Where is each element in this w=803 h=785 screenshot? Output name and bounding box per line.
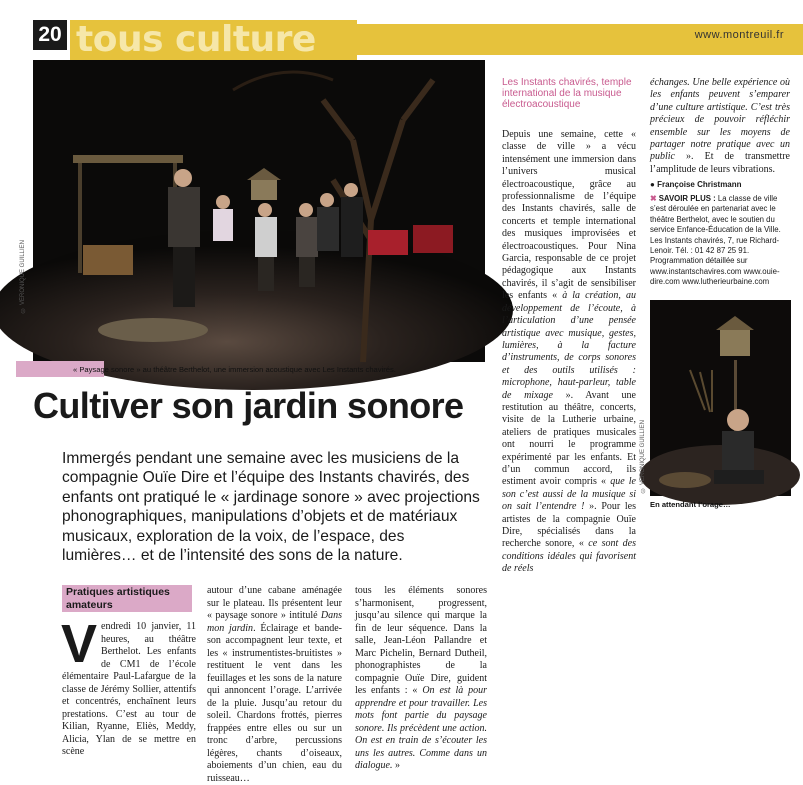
savoir-plus-text: La classe de ville s’est déroulée en partenariat avec le théâtre Berthelot, avec le soutien du service Enfance-Éducation de la Ville. Les Instants chavirés, 7, rue Richard-Lenoir. Tél. : 01 42 87 25 91. Programmation détaillée sur www.instantschavires.com www.ouie-dire.com www.lutherieurbaine.com (650, 194, 781, 287)
body-col3-text-a: tous les éléments sonores s’harmonisent, progressent, jusqu’au silence qui marque la fin de leur séquence. Dans la salle, Jean-Léon Pallandre et Marc Pichelin, Bernard Dutheil, phonographistes de la compagnie Ouïe Dire, guident les enfants : « (355, 585, 487, 696)
site-url[interactable]: www.montreuil.fr (694, 29, 784, 41)
body-col3-text-b: » (392, 760, 400, 771)
sidebar-text-c: ». Pour les artistes de la compagnie Ouïe Dire, spécialisés dans la recherche sonore, « (502, 501, 636, 550)
sidebar-column-1 (502, 129, 636, 576)
body-column-3 (355, 585, 487, 773)
savoir-plus (650, 194, 790, 288)
sidebar-title: Les Instants chavirés, temple international de la musique électroacoustique (502, 77, 632, 110)
sidebar-text-b: ». Avant une restitution au théâtre, concerts, visite de la Lutherie urbaine, ateliers de pratiques musicales ont nourri le programme expérimenté par les enfants. Et d’un commun accord, ils estiment avoir compris « (502, 389, 636, 488)
author-name: Françoise Christmann (657, 180, 742, 190)
subhead: Pratiques artistiques amateurs (62, 585, 192, 612)
stage-scene-illustration (33, 60, 485, 362)
author-signature: ● Françoise Christmann (650, 180, 742, 190)
sidebar-quote-b: que le son c’est aussi de la musique si on sait l’entendre ! (502, 476, 636, 513)
section-title: tous culture (70, 20, 357, 60)
main-photo (33, 60, 485, 362)
dropcap: V (61, 614, 98, 674)
body-col2-title: Dans mon jardin (207, 610, 342, 634)
sidebar-text-a: Depuis une semaine, cette « classe de ville » a vécu intensément une immersion dans l’univers musical électroacoustique, grâce au professionnalisme de l’équipe des Instants chavirés, salle de concerts et temple international des musiques improvisées et électroacoustiques. Pour Nina Garcia, responsable de ce projet pédagogique aux Instants chavirés, il s’agit de sensibiliser les enfants « (502, 129, 636, 302)
body-column-1 (61, 614, 196, 759)
sidebar-quote-d: échanges. Une belle expérience où les enfants peuvent s’emparer d’une culture artistique. C’est très précieux de pouvoir réfléchir ensemble sur les moyens de partager notre pratique avec un public (650, 77, 790, 163)
side-photo (650, 300, 791, 496)
body-column-2 (207, 585, 342, 785)
body-col3-quote: On est là pour apprendre et pour travailler. Les mots font partie du paysage sonore. Ils précèdent une action. On est en train de s’écouter les uns les autres. Comme dans un dialogue. (355, 685, 487, 771)
side-photo-credit: © VÉRONIQUE GUILLIEN (640, 420, 646, 493)
page-number: 20 (33, 20, 67, 50)
sidebar-text-d: ». Et de transmettre l’amplitude de leurs vibrations. (650, 151, 790, 175)
body-col1-text: endredi 10 janvier, 11 heures, au théâtre Berthelot. Les enfants de CM1 de l’école élémentaire Paul-Lafargue de la classe de Jérémy Sollier, attentifs et concentrés, enchaînent leurs prestations. C’est au tour de Kilian, Ryanne, Eliès, Meddy, Alicia, Ylan de se mettre en scène (62, 621, 196, 757)
sidebar-column-2 (650, 77, 790, 192)
close-x-icon: ✖ (650, 194, 657, 203)
body-col2-text-a: autour d’une cabane aménagée sur le plateau. Ils présentent leur « paysage sonore » intitulé (207, 585, 342, 621)
main-photo-caption: « Paysage sonore » au théâtre Berthelot, une immersion acoustique avec Les Instants chavirés. (73, 365, 396, 374)
child-on-stage-illustration (650, 300, 791, 496)
chapo: Immergés pendant une semaine avec les musiciens de la compagnie Ouïe Dire et l’équipe des Instants chavirés, des enfants ont pratiqué le « jardinage sonore » avec projections phonographiques, manipulations d’objets et de matériaux musicaux, exploration de la voix, de l’espace, des lumières… et de l’intensité des sons de la nature. (62, 450, 480, 565)
headline: Cultiver son jardin sonore (33, 385, 464, 426)
body-col2-text-b: . Éclairage et bande-son accompagnent leur texte, et les « instrumentistes-bruitistes » restituent le vent dans les feuillages et les sons de la nature qui annoncent l’orage. L’arrivée de la pluie. Jusqu’au retour du soleil. Chardons frottés, pierres frappées entre elles ou sur un tronc d’arbre, percussions légères, chants d’oiseaux, aboiements d’un chien, eau du ruisseau… (207, 622, 342, 784)
photo-credit: © VÉRONIQUE GUILLIEN (20, 240, 26, 313)
sidebar-quote-a: à la création, au développement de l’écoute, à l’articulation d’une pensée artistique avec musique, gestes, lumières, à la facture d’instruments, de corps sonores et des outils utilisés : microphone, haut-parleur, table de mixage (502, 290, 636, 401)
sidebar-quote-c: ce sont des conditions idéales qui favorisent de réels (502, 538, 636, 575)
side-photo-caption: En attendant l’orage… (650, 500, 731, 509)
savoir-plus-label: SAVOIR PLUS : (658, 194, 716, 203)
